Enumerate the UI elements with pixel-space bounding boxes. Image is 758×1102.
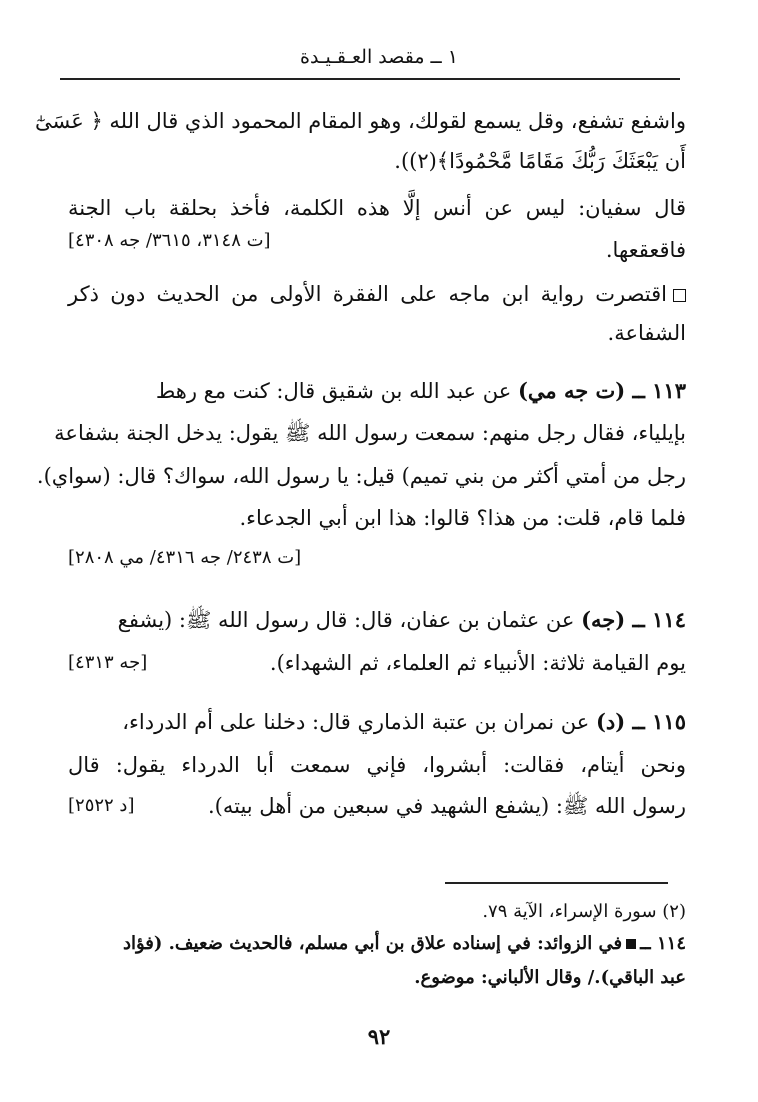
hadith-114-line2: يوم القيامة ثلاثة: الأنبياء ثم العلماء، ثم الشهداء).	[269, 651, 686, 675]
hadith-115-line1	[68, 705, 686, 739]
note-line1	[68, 277, 686, 311]
footnote-114-line1-text: في الزوائد: في إسناده علاق بن أبي مسلم، فالحديث ضعيف. (فؤاد	[122, 933, 623, 954]
hadith-113-line3: رجل من أمتي أكثر من بني تميم) قيل: يا رسول الله، سواك؟ قال: (سواي).	[36, 464, 686, 488]
hadith-115-number: ١١٥ ــ (د)	[596, 709, 686, 734]
note-box-icon	[673, 289, 686, 302]
hadith-115-line3: رسول الله ﷺ: (يشفع الشهيد في سبعين من أهل بيته).	[207, 794, 686, 818]
hadith-113-reference: [ت ٢٤٣٨/ جه ٤٣١٦/ مي ٢٨٠٨]	[68, 547, 302, 568]
para1-line1: واشفع تشفع، وقل يسمع لقولك، وهو المقام المحمود الذي قال الله ﴿ عَسَىٰٓ	[35, 109, 686, 133]
para2-reference: [ت ٣١٤٨، ٣٦١٥/ جه ٤٣٠٨]	[68, 230, 271, 251]
para2-line1: قال سفيان: ليس عن أنس إلَّا هذه الكلمة، فأخذ بحلقة باب الجنة	[68, 196, 686, 220]
running-header: ١ ــ مقصد العـقـيـدة	[300, 46, 458, 68]
hadith-114-reference: [جه ٤٣١٣]	[68, 652, 148, 673]
hadith-114-line1	[68, 603, 686, 637]
hadith-114-number: ١١٤ ــ (جه)	[581, 607, 686, 632]
hadith-115-line1-text: عن نمران بن عتبة الذماري قال: دخلنا على أم الدرداء،	[122, 710, 596, 734]
hadith-113-line2: بإيلياء، فقال رجل منهم: سمعت رسول الله ﷺ يقول: يدخل الجنة بشفاعة	[54, 421, 686, 445]
hadith-115-reference: [د ٢٥٢٢]	[68, 795, 135, 816]
para2-line2: فاقعقعها.	[605, 238, 686, 262]
footnote-114-line2: عبد الباقي)./ وقال الألباني: موضوع.	[414, 967, 686, 988]
hadith-113-line4: فلما قام، قلت: من هذا؟ قالوا: هذا ابن أبي الجدعاء.	[239, 506, 686, 530]
note-line2: الشفاعة.	[607, 321, 686, 345]
header-rule	[60, 78, 680, 80]
para1-line2: أَن يَبْعَثَكَ رَبُّكَ مَقَامًا مَّحْمُودًا﴾(٢)).	[394, 149, 686, 173]
note-line1-text: اقتصرت رواية ابن ماجه على الفقرة الأولى من الحديث دون ذكر	[68, 282, 667, 306]
hadith-113-line1	[68, 374, 686, 408]
hadith-115-line2: ونحن أيتام، فقالت: أبشروا، فإني سمعت أبا الدرداء يقول: قال	[68, 753, 686, 777]
hadith-113-line1-text: عن عبد الله بن شقيق قال: كنت مع رهط	[155, 379, 518, 403]
square-bullet-icon	[626, 939, 636, 949]
footnote-114-line1	[68, 928, 686, 960]
footnote-rule	[445, 882, 668, 884]
page-number: ٩٢	[367, 1024, 391, 1049]
hadith-113-number: ١١٣ ــ (ت جه مي)	[517, 378, 686, 403]
footnote-2: (٢) سورة الإسراء، الآية ٧٩.	[482, 901, 686, 922]
hadith-114-line1-text: عن عثمان بن عفان، قال: قال رسول الله ﷺ: (يشفع	[117, 608, 582, 632]
footnote-114-number: ١١٤ ــ	[640, 933, 686, 954]
